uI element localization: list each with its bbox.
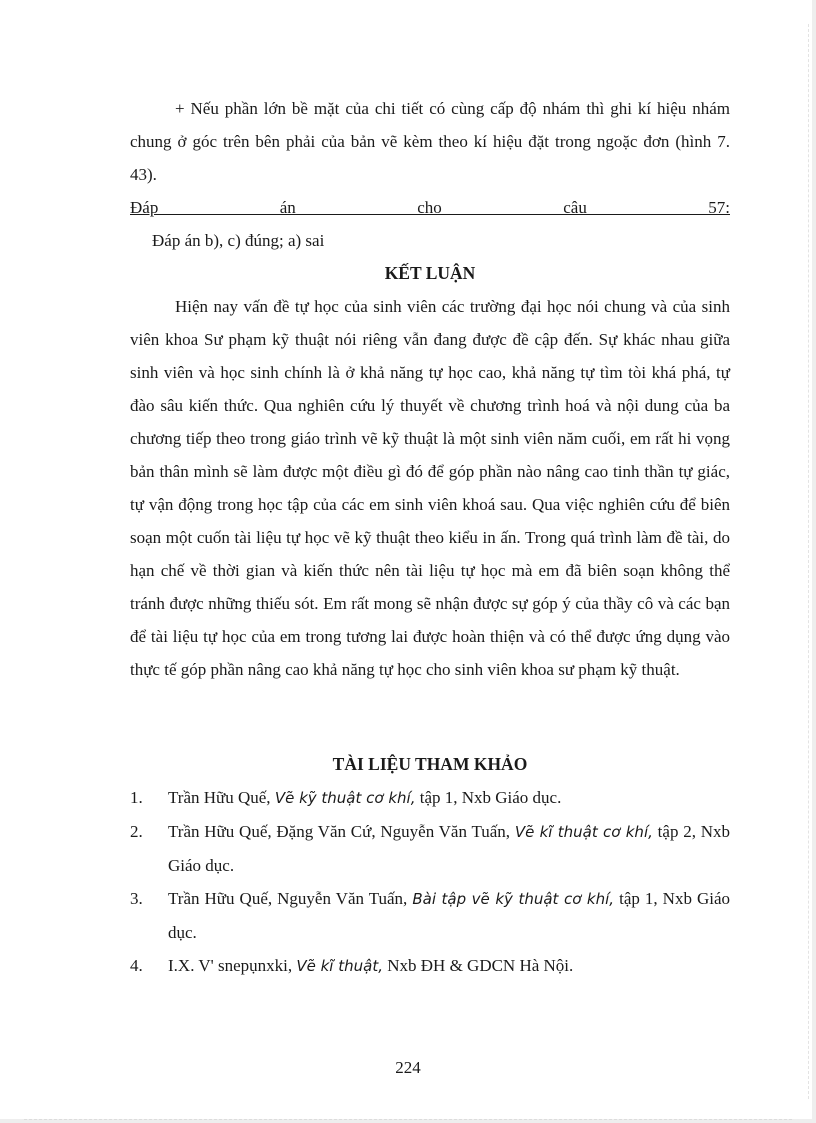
- reference-authors: Trần Hữu Quế, Đặng Văn Cứ, Nguyễn Văn Tuấn,: [168, 822, 515, 841]
- answer-heading: Đáp án cho câu 57:: [130, 198, 730, 217]
- reference-item: [130, 815, 730, 882]
- reference-title: Bài tập vẽ kỹ thuật cơ khí,: [412, 890, 615, 908]
- reference-number: 2.: [130, 822, 143, 841]
- section-gap: [130, 686, 730, 748]
- references-title: TÀI LIỆU THAM KHẢO: [332, 754, 528, 774]
- reference-title: Vẽ kĩ thuật,: [296, 957, 383, 975]
- reference-publisher: tập 1, Nxb Giáo dục.: [415, 788, 562, 807]
- reference-publisher: tập 2, Nxb Giáo dục.: [168, 822, 731, 875]
- page-border-right: [808, 24, 809, 1099]
- answer-text: Đáp án b), c) đúng; a) sai: [152, 231, 325, 250]
- reference-item: [130, 781, 730, 815]
- conclusion-title: KẾT LUẬN: [384, 263, 476, 283]
- reference-publisher: Nxb ĐH & GDCN Hà Nội.: [382, 956, 574, 975]
- page-number: 224: [395, 1058, 421, 1077]
- reference-authors: I.X. V' snepụnxki,: [168, 956, 297, 975]
- reference-title: Vẽ kỹ thuật cơ khí,: [274, 789, 416, 807]
- conclusion-paragraph: Hiện nay vấn đề tự học của sinh viên các trường đại học nói chung và của sinh viên khoa Sư phạm kỹ thuật nói riêng vẫn đang được đề cập đến. Sự khác nhau giữa sinh viên và học sinh chính là ở khả năng tự học cao, khả năng tự tìm tòi khá phá, tự đào sâu kiến thức. Qua nghiên cứu lý thuyết về chương trình hoá và nội dung của ba chương tiếp theo trong giáo trình vẽ kỹ thuật là một sinh viên năm cuối, em rất hi vọng bản thân mình sẽ làm được một điều gì đó để góp phần nào nâng cao tinh thần tự giác, tự vận động trong học tập của các em sinh viên khoá sau. Qua việc nghiên cứu để biên soạn một cuốn tài liệu tự học vẽ kỹ thuật theo kiểu in ấn. Trong quá trình làm đề tài, do hạn chế về thời gian và kiến thức nên tài liệu tự học mà em đã biên soạn không thể tránh được những thiếu sót. Em rất mong sẽ nhận được sự góp ý của thầy cô và các bạn để tài liệu tự học của em trong tương lai được hoàn thiện và có thể được ứng dụng vào thực tế góp phần nâng cao khả năng tự học cho sinh viên khoa sư phạm kỹ thuật.: [130, 297, 730, 679]
- references-list: [130, 781, 730, 983]
- reference-authors: Trần Hữu Quế,: [168, 788, 275, 807]
- reference-number: 1.: [130, 788, 143, 807]
- reference-item: [130, 882, 730, 949]
- reference-number: 4.: [130, 956, 143, 975]
- page-border-bottom: [24, 1119, 792, 1120]
- reference-authors: Trần Hữu Quế, Nguyễn Văn Tuấn,: [168, 889, 413, 908]
- reference-number: 3.: [130, 889, 143, 908]
- reference-publisher: tập 1, Nxb Giáo dục.: [168, 889, 731, 942]
- page-content: [130, 92, 730, 983]
- reference-item: [130, 949, 730, 983]
- reference-title: Vẽ kĩ thuật cơ khí,: [514, 823, 653, 841]
- intro-paragraph: + Nếu phần lớn bề mặt của chi tiết có cùng cấp độ nhám thì ghi kí hiệu nhám chung ở góc trên bên phải của bản vẽ kèm theo kí hiệu đặt trong ngoặc đơn (hình 7. 43).: [130, 99, 730, 184]
